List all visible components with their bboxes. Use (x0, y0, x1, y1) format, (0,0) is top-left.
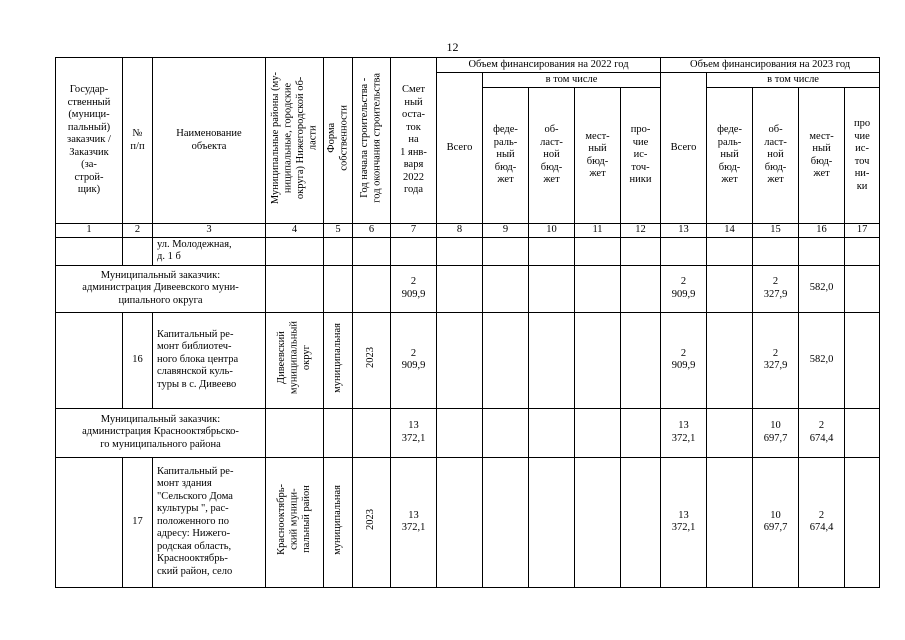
customer-label: Муниципальный заказчик: администрация Краснооктябрьско- го муниципального района (56, 408, 266, 457)
header-customer: Государ- ственный (муници- пальный) заказчик / Заказчик (за- строй- щик) (56, 58, 123, 224)
object-name: Капитальный ре- монт библиотеч- ного блока центра славянской куль- туры в с. Дивеево (153, 312, 266, 408)
ownership-cell (324, 457, 353, 587)
colnum-cell: 9 (483, 224, 529, 238)
total-2023-value: 2 909,9 (661, 312, 707, 408)
colnum-cell: 5 (324, 224, 353, 238)
header-object-name: Наименование объекта (153, 58, 266, 224)
header-total-2022: Всего (437, 73, 483, 224)
colnum-cell: 16 (799, 224, 845, 238)
construction-years: 2023 (365, 347, 377, 369)
header-regional-2023: об- ласт- ной бюд- жет (753, 88, 799, 224)
local-2023-value: 582,0 (799, 312, 845, 408)
estimate-value: 13 372,1 (391, 408, 437, 457)
header-federal-2023: феде- раль- ный бюд- жет (707, 88, 753, 224)
regional-2023-value: 2 327,9 (753, 265, 799, 312)
header-row-1 (56, 58, 880, 73)
object-name: Капитальный ре- монт здания "Сельского Дома культуры ", рас- положенного по адресу: Нижего- родская область, Краснооктябрь- ский район, село (153, 457, 266, 587)
colnum-cell: 11 (575, 224, 621, 238)
district-cell (266, 457, 324, 587)
construction-years: 2023 (365, 509, 377, 531)
total-2023-value: 13 372,1 (661, 408, 707, 457)
page-number: 12 (446, 40, 459, 54)
ownership-type: муниципальная (331, 322, 343, 393)
financing-table (55, 57, 880, 588)
header-regional-2022: об- ласт- ной бюд- жет (529, 88, 575, 224)
colnum-cell: 17 (845, 224, 880, 238)
colnum-cell: 7 (391, 224, 437, 238)
object-number: 16 (123, 312, 153, 408)
colnum-cell: 8 (437, 224, 483, 238)
object-number: 17 (123, 457, 153, 587)
header-districts-cell (266, 58, 324, 224)
regional-2023-value: 2 327,9 (753, 312, 799, 408)
header-other-2023: про чие ис- точ ни- ки (845, 88, 880, 224)
header-years: Год начала строительства - год окончания строительства (359, 73, 383, 204)
local-2023-value: 582,0 (799, 265, 845, 312)
estimate-value: 2 909,9 (391, 312, 437, 408)
table-row-object (56, 312, 880, 408)
header-incl-2023: в том числе (707, 73, 880, 88)
estimate-value: 13 372,1 (391, 457, 437, 587)
regional-2023-value: 10 697,7 (753, 457, 799, 587)
object-name-cont: ул. Молодежная, д. 1 б (153, 237, 266, 265)
district-cell (266, 312, 324, 408)
header-num: № п/п (123, 58, 153, 224)
ownership-cell (324, 312, 353, 408)
years-cell (353, 312, 391, 408)
header-incl-2022: в том числе (483, 73, 661, 88)
local-2023-value: 2 674,4 (799, 408, 845, 457)
colnum-cell: 12 (621, 224, 661, 238)
colnum-cell: 15 (753, 224, 799, 238)
customer-label: Муниципальный заказчик: администрация Дивеевского муни- ципального округа (56, 265, 266, 312)
header-total-2023: Всего (661, 73, 707, 224)
header-federal-2022: феде- раль- ный бюд- жет (483, 88, 529, 224)
local-2023-value: 2 674,4 (799, 457, 845, 587)
colnum-cell: 2 (123, 224, 153, 238)
regional-2023-value: 10 697,7 (753, 408, 799, 457)
header-other-2022: про- чие ис- точ- ники (621, 88, 661, 224)
header-fin-2023: Объем финансирования на 2023 год (661, 58, 880, 73)
estimate-value: 2 909,9 (391, 265, 437, 312)
header-fin-2022: Объем финансирования на 2022 год (437, 58, 661, 73)
table-row-object (56, 457, 880, 587)
column-numbers-row (56, 224, 880, 238)
table-row-customer (56, 408, 880, 457)
ownership-type: муниципальная (331, 484, 343, 555)
colnum-cell: 14 (707, 224, 753, 238)
colnum-cell: 4 (266, 224, 324, 238)
total-2023-value: 2 909,9 (661, 265, 707, 312)
district-name: Дивеевский муниципальный округ (275, 321, 312, 395)
colnum-cell: 3 (153, 224, 266, 238)
colnum-cell: 13 (661, 224, 707, 238)
years-cell (353, 457, 391, 587)
header-local-2022: мест- ный бюд- жет (575, 88, 621, 224)
colnum-cell: 10 (529, 224, 575, 238)
header-ownership-cell (324, 58, 353, 224)
header-ownership: Форма собственности (325, 105, 349, 172)
header-districts: Муниципальные районы (му- ниципальные, городские округа) Нижегородской об- ласти (269, 72, 318, 205)
district-name: Краснооктябрь- ский муници- пальный район (275, 484, 312, 556)
colnum-cell: 1 (56, 224, 123, 238)
table-row-continuation (56, 237, 880, 265)
total-2023-value: 13 372,1 (661, 457, 707, 587)
header-estimate: Смет ный оста- ток на 1 янв- варя 2022 года (391, 58, 437, 224)
header-local-2023: мест- ный бюд- жет (799, 88, 845, 224)
colnum-cell: 6 (353, 224, 391, 238)
header-years-cell (353, 58, 391, 224)
table-row-customer (56, 265, 880, 312)
